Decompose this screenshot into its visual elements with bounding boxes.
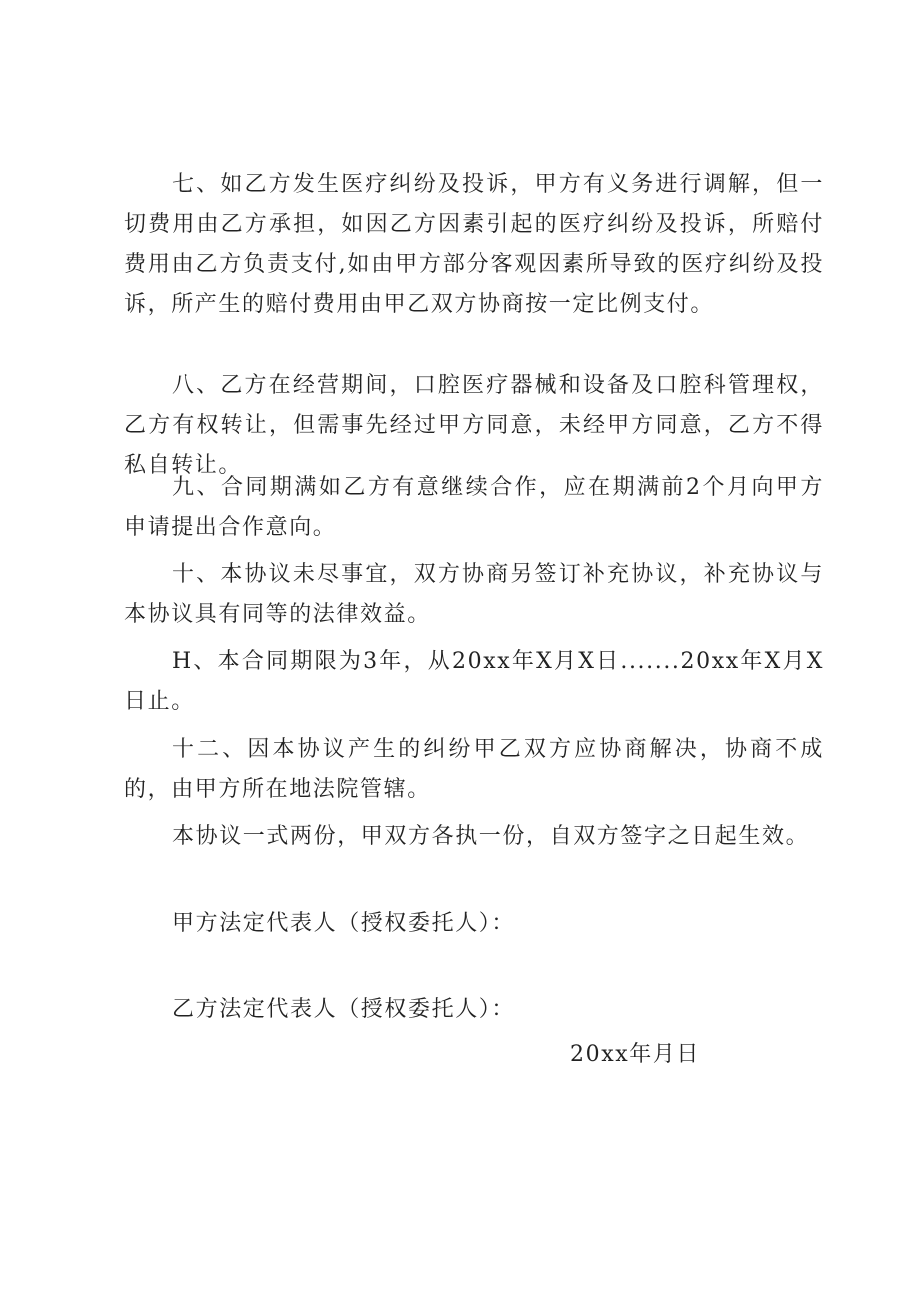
clause-10: 十、本协议未尽事宜，双方协商另签订补充协议，补充协议与本协议具有同等的法律效益。	[124, 562, 824, 627]
clause-12: 十二、因本协议产生的纠纷甲乙双方应协商解决，协商不成的，由甲方所在地法院管辖。	[124, 737, 824, 802]
clause-9: 九、合同期满如乙方有意继续合作，应在期满前2个月向甲方申请提出合作意向。	[124, 475, 824, 540]
clause-11: H、本合同期限为3年，从20xx年X月X日.......20xx年X月X日止。	[124, 649, 824, 714]
party-a-signature-line: 甲方法定代表人（授权委托人）：	[172, 911, 516, 936]
clause-8: 八、乙方在经营期间，口腔医疗器械和设备及口腔科管理权，乙方有权转让，但需事先经过甲方同意，未经甲方同意，乙方不得私自转让。	[124, 373, 824, 478]
signing-date: 20xx年月日	[570, 1042, 701, 1067]
clause-7: 七、如乙方发生医疗纠纷及投诉，甲方有义务进行调解，但一切费用由乙方承担，如因乙方因素引起的医疗纠纷及投诉，所赔付费用由乙方负责支付,如由甲方部分客观因素所导致的医疗纠纷及投诉，所产生的赔付费用由甲乙双方协商按一定比例支付。	[124, 172, 824, 317]
party-b-signature-line: 乙方法定代表人（授权委托人）：	[172, 997, 516, 1022]
closing-statement: 本协议一式两份，甲双方各执一份，自双方签字之日起生效。	[172, 824, 810, 849]
